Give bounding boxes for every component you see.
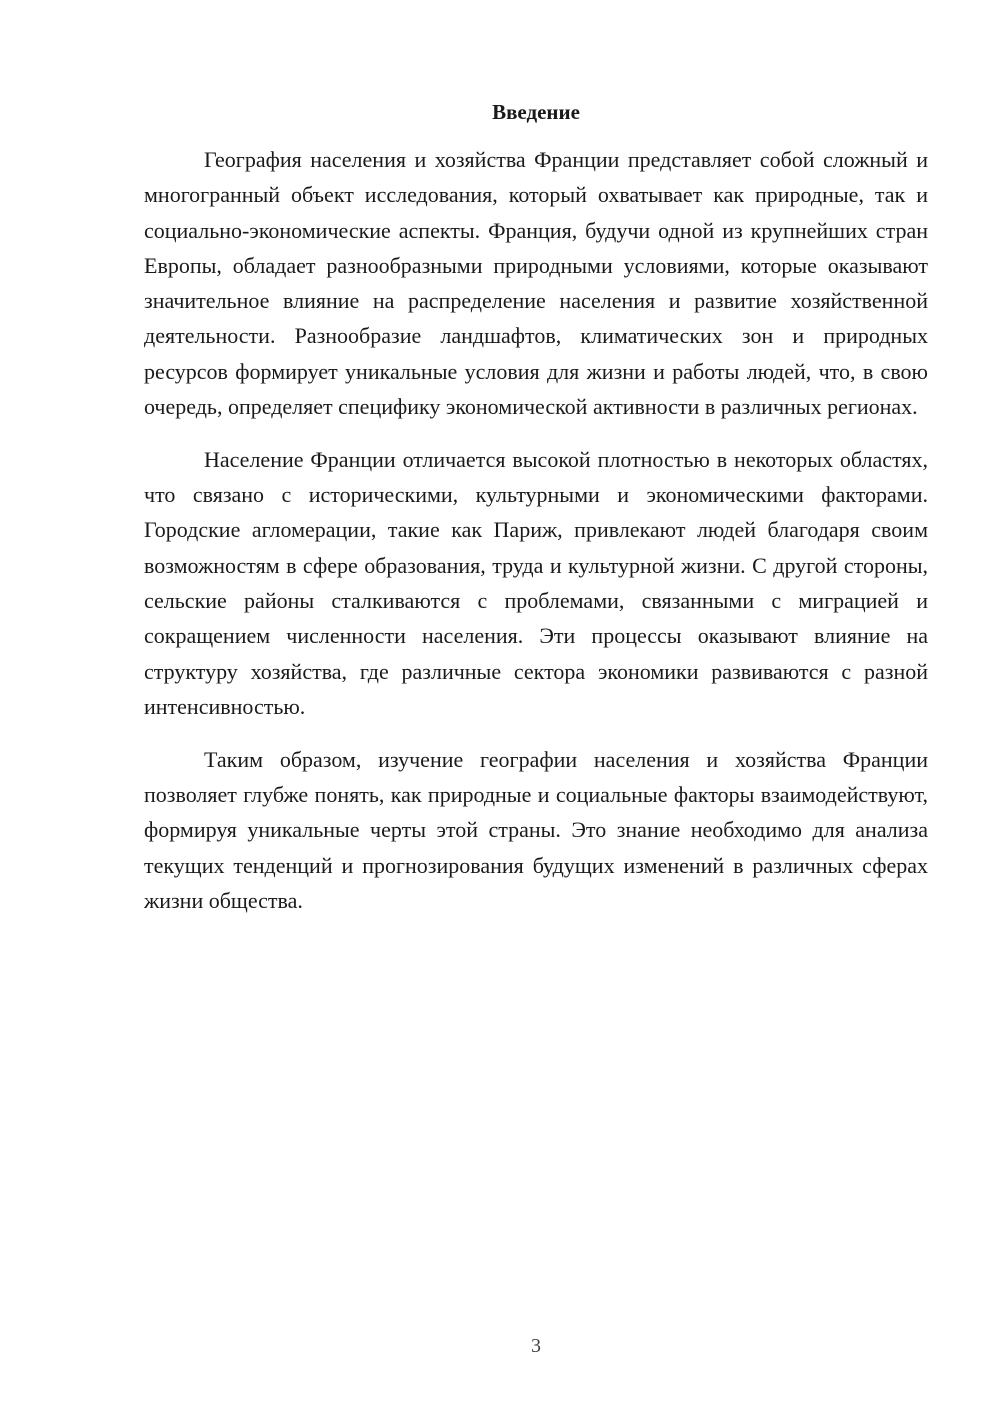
paragraph-2: Население Франции отличается высокой плотностью в некоторых областях, что связано с историческими, культурными и экономическими факторами. Городские агломерации, такие как Париж, привлекают людей благодаря своим возможностям в сфере образования, труда и культурной жизни. С другой стороны, сельские районы сталкиваются с проблемами, связанными с миграцией и сокращением численности населения. Эти процессы оказывают влияние на структуру хозяйства, где различные сектора экономики развиваются с разной интенсивностью. (144, 446, 928, 719)
page-number: 3 (531, 1335, 541, 1357)
document-body (144, 142, 928, 936)
section-heading: Введение (492, 100, 580, 124)
paragraph-3: Таким образом, изучение географии населения и хозяйства Франции позволяет глубже понять, как природные и социальные факторы взаимодействуют, формируя уникальные черты этой страны. Это знание необходимо для анализа текущих тенденций и прогнозирования будущих изменений в различных сферах жизни общества. (144, 746, 928, 913)
paragraph-1: География населения и хозяйства Франции представляет собой сложный и многогранный объект исследования, который охватывает как природные, так и социально-экономические аспекты. Франция, будучи одной из крупнейших стран Европы, обладает разнообразными природными условиями, которые оказывают значительное влияние на распределение населения и развитие хозяйственной деятельности. Разнообразие ландшафтов, климатических зон и природных ресурсов формирует уникальные условия для жизни и работы людей, что, в свою очередь, определяет специфику экономической активности в различных регионах. (144, 147, 928, 420)
